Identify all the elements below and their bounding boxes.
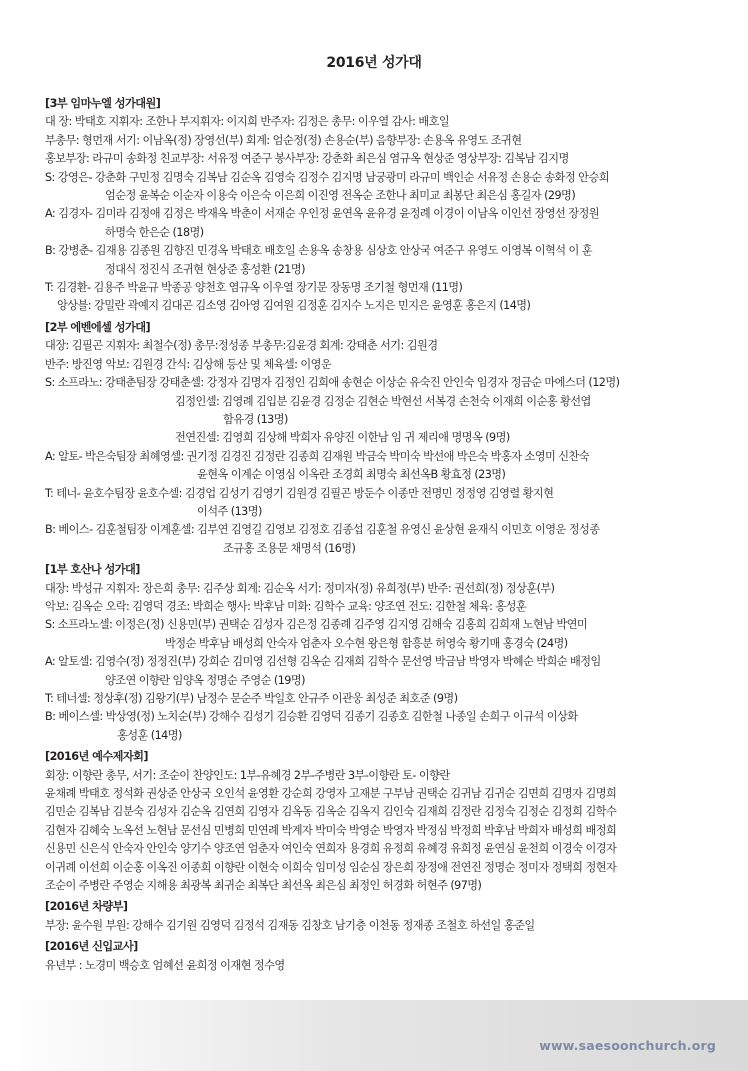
roster-line: T: 테너셀: 정상후(정) 김왕기(부) 남정수 문순주 박일호 안규주 이관웅 최성준 최호준 (9명) — [45, 692, 458, 705]
roster-line: 부총무: 형먼재 서기: 이남옥(정) 장영선(부) 회계: 엄순정(정) 손용순(부) 음향부장: 손용옥 유영도 조귀현 — [45, 133, 522, 147]
roster-line: 윤채례 박태호 정석화 권상준 안상국 오인석 윤영환 강순희 강영자 고재분 구부남 권택순 김귀남 김귀순 김면희 김명자 김명희 — [45, 787, 617, 801]
roster-line: 회장: 이향란 총무, 서기: 조순이 찬양인도: 1부-유혜경 2부-주병란 3부-이향란 토- 이향란 — [45, 768, 450, 782]
roster-line: 악보: 김옥순 오락: 김영덕 경조: 박희순 행사: 박후남 미화: 김학수 교육: 양조연 전도: 김한철 체육: 홍성훈 — [45, 599, 527, 613]
roster-line: 김민순 김복남 김분숙 김성자 김순옥 김연희 김영자 김옥동 김옥순 김옥지 김인숙 김재희 김정란 김정숙 김정순 김정희 김학수 — [45, 805, 617, 819]
roster-line: A: 알토셀: 김영수(정) 정정진(부) 강희순 김미영 김선형 김옥순 김재희 김학수 문선영 박금남 박영자 박혜순 박희순 배정임 — [45, 655, 601, 669]
roster-line: 홍성훈 (14명) — [117, 728, 182, 742]
roster-content — [45, 92, 725, 975]
roster-line: 신용민 신은식 안숙자 안인숙 양기수 양조연 엄춘자 여인숙 연희자 용경희 유정희 유혜경 유희정 윤연심 윤천희 이경숙 이경자 — [45, 842, 617, 856]
roster-line: 홍보부장: 라규미 송화정 친교부장: 서유정 여준구 봉사부장: 강춘화 최은심 염규옥 현상준 영상부장: 김복남 김지명 — [45, 152, 569, 166]
roster-line: 정대식 정진식 조귀현 현상준 홍성환 (21명) — [105, 262, 305, 276]
roster-line: 전연진셀: 김영희 김상해 박희자 유양진 이한남 임 귀 제리애 명명옥 (9명) — [175, 431, 510, 445]
roster-line: 김정인셀: 김영례 김입분 김윤경 김정순 김현순 박현선 서복경 손천숙 이재희 이순홍 황선엽 — [175, 394, 591, 408]
roster-line: 반주: 방진영 악보: 김원경 간식: 김상해 등산 및 체육셀: 이영운 — [45, 357, 332, 371]
roster-line: 양조연 이향란 임양옥 정명순 주영순 (19명) — [105, 673, 305, 687]
page-title: 2016년 성가대 — [326, 55, 422, 71]
roster-line: 이귀례 이선희 이순홍 이옥진 이종희 이향란 이현숙 이희숙 임미성 임순심 장은희 장정애 전연진 정명순 정미자 정택희 정현자 — [45, 860, 617, 874]
section-heading: [1부 호산나 성가대] — [45, 563, 140, 577]
roster-line: S: 강영은- 강춘화 구민정 김명숙 김복남 김순옥 김영숙 김정수 김지명 남궁광미 라규미 백인순 서유정 손용순 송화정 안승희 — [45, 170, 609, 184]
roster-line: S: 소프라노: 강태춘팀장 강태춘셀: 강정자 김명자 김정인 김희애 송현순 이상순 유숙진 안인숙 임경자 정금순 마에스더 (12명) — [45, 376, 620, 390]
roster-line: 유년부 : 노경미 백승호 엄혜선 윤희정 이재현 정수영 — [45, 958, 285, 972]
roster-line: T: 김경환- 김용주 박윤규 박종공 양천호 염규옥 이우열 장기문 장동명 조기철 형먼재 (11명) — [45, 281, 463, 295]
roster-line: 조순이 주병란 주영순 지해용 최광복 최귀순 최복단 최선옥 최은심 최정인 허경화 허현주 (97명) — [45, 879, 482, 893]
roster-line: 윤현옥 이계순 이영심 이옥란 조경희 최명숙 최선옥B 황효정 (23명) — [197, 468, 506, 482]
roster-line: 대장: 박성규 지휘자: 장은희 총무: 김주상 회계: 김순옥 서기: 정미자(정) 유희정(부) 반주: 권선희(정) 정상훈(부) — [45, 581, 555, 595]
roster-line: 조규홍 조용문 채명석 (16명) — [223, 541, 356, 555]
roster-line: 김현자 김혜숙 노옥선 노현남 문선심 민병희 민연례 박계자 박미숙 박영순 박영자 박정심 박정희 박후남 박희자 배성희 배정희 — [45, 823, 617, 837]
section-heading: [2016년 신입교사] — [45, 940, 138, 954]
roster-line: 하명숙 한은순 (18명) — [105, 225, 204, 239]
section-heading: [2016년 차량부] — [45, 900, 128, 914]
roster-line: 앙상블: 강밀란 곽예지 김대곤 김소영 김아영 김여원 김정훈 김지수 노지은 민지은 윤영훈 홍은지 (14명) — [57, 299, 531, 313]
website-url[interactable]: www.saesoonchurch.org — [539, 1038, 716, 1053]
section-heading: [2016년 예수제자회] — [45, 750, 148, 764]
roster-line: 대장: 김필곤 지휘자: 최철수(정) 총무:정성종 부총무:김윤경 회계: 강태춘 서기: 김원경 — [45, 339, 438, 353]
footer-bar — [0, 1000, 748, 1071]
roster-line: A: 알토- 박은숙팀장 최혜영셀: 권기정 김경진 김정란 김종희 김재원 박금숙 박미숙 박선애 박은숙 박홍자 소영미 신찬숙 — [45, 449, 590, 463]
roster-line: 대 장: 박태호 지휘자: 조한나 부지휘자: 이지희 반주자: 김정은 총무: 이우열 감사: 배호일 — [45, 115, 450, 129]
roster-line: B: 베이스셀: 박상영(정) 노치순(부) 강해수 김성기 김승환 김영덕 김종기 김종호 김한철 나종일 손희구 이규석 이상화 — [45, 710, 578, 724]
roster-line: 부장: 윤수원 부원: 강해수 김기원 김영덕 김정석 김재동 김창호 남기층 이천동 정재종 조철호 하선일 홍준일 — [45, 918, 535, 932]
section-heading: [2부 에벤에셀 성가대] — [45, 320, 151, 334]
roster-line: B: 강병춘- 김재용 김종원 김향진 민경옥 박태호 배호일 손용옥 송창용 심상호 안상국 여준구 유영도 이영복 이혁석 이 훈 — [45, 244, 593, 258]
roster-line: S: 소프라노셀: 이정은(정) 신용민(부) 권택순 김성자 김은정 김종례 김주영 김지영 김해숙 김홍희 김희재 노현남 박연미 — [45, 618, 588, 632]
roster-line: 박정순 박후남 배성희 안숙자 엄춘자 오수현 왕은형 함흥분 허영숙 황기매 홍경숙 (24명) — [165, 636, 568, 650]
roster-line: B: 베이스- 김훈철팀장 이계훈셀: 김부연 김영길 김영보 김정호 김종섭 김훈철 유영신 윤상현 윤재식 이민호 이영운 정성종 — [45, 523, 600, 537]
roster-line: T: 테너- 윤호수팀장 윤호수셀: 김경업 김성기 김영기 김원경 김필곤 방둔수 이종만 전명민 정정영 김영렬 황지현 — [45, 486, 554, 500]
roster-line: 엄순정 윤복순 이순자 이용숙 이은숙 이은희 이진영 전옥순 조한나 최미교 최봉단 최은심 홍길자 (29명) — [105, 189, 576, 203]
roster-line: 이석주 (13명) — [197, 504, 262, 518]
section-heading: [3부 임마누엘 성가대원] — [45, 97, 161, 110]
roster-line: 함유경 (13명) — [223, 412, 288, 426]
roster-line: A: 김경자- 김미라 김정애 김정은 박재옥 박춘이 서재순 우인정 윤연옥 윤유경 윤정례 이경이 이남옥 이인선 장영선 장정원 — [45, 207, 600, 221]
